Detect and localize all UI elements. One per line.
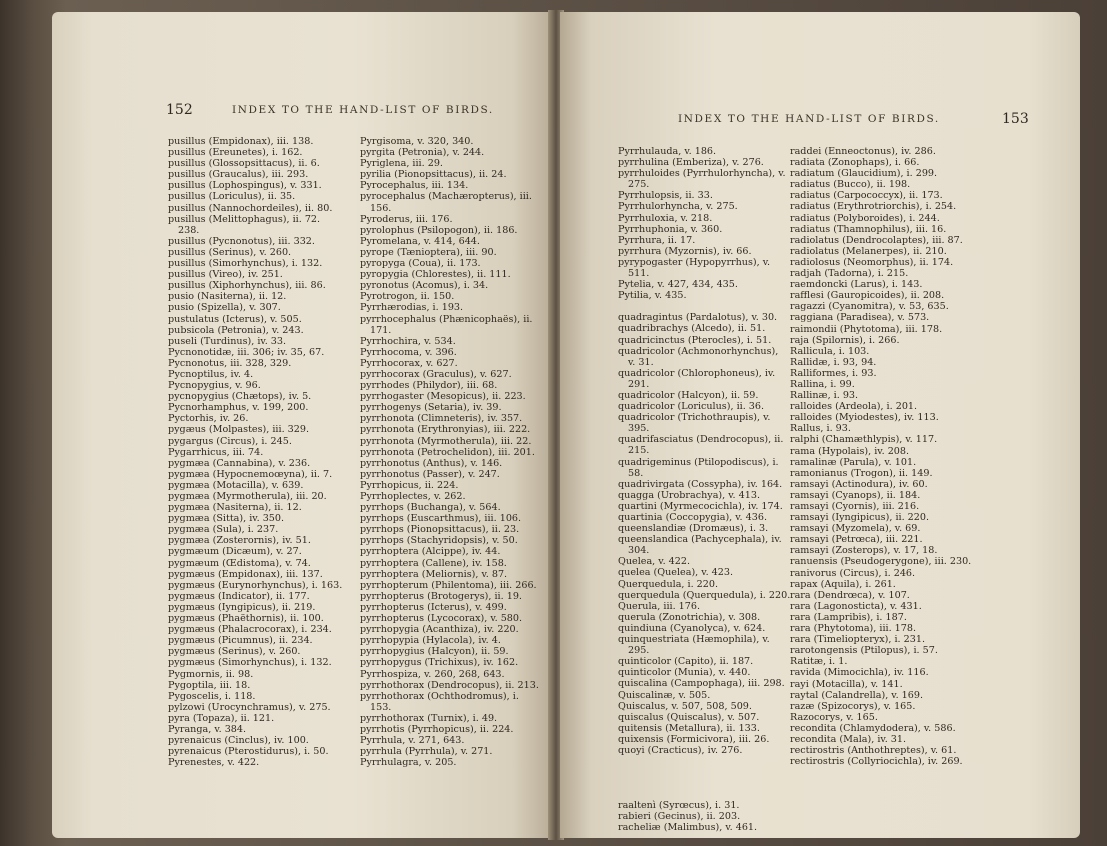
index-entry: pyrenaicus (Pterostidurus), i. 50. xyxy=(168,746,329,758)
index-entry: pusillus (Graucalus), iii. 293. xyxy=(168,169,309,181)
index-entry: radiolatus (Dendrocolaptes), iii. 87. xyxy=(790,234,963,246)
index-column-2 xyxy=(790,146,976,767)
index-entry: quinquestriata (Hæmophila), v. 295. xyxy=(618,634,770,657)
index-entry: pyropygia (Chlorestes), ii. 111. xyxy=(360,269,511,281)
index-entry: pyrrhogaster (Mesopicus), ii. 223. xyxy=(360,391,526,403)
index-entry: pygmæa (Hypocnemoœyna), ii. 7. xyxy=(168,468,333,480)
index-entry: pusillus (Lophospingus), v. 331. xyxy=(168,180,322,192)
index-entry: rabieri (Gecinus), ii. 203. xyxy=(618,811,741,823)
index-entry: quadragintus (Pardalotus), v. 30. xyxy=(618,312,778,324)
index-entry: Pyrrhulauda, v. 186. xyxy=(618,146,717,157)
index-entry: pyrrhoptera (Alcippe), iv. 44. xyxy=(360,546,501,558)
index-entry: Pyrotrogon, ii. 150. xyxy=(360,291,455,303)
index-entry: Pyrrhuphonia, v. 360. xyxy=(618,223,723,235)
index-entry: pyrrhura (Myzornis), iv. 66. xyxy=(618,245,752,257)
index-entry: rarotongensis (Ptilopus), i. 57. xyxy=(790,645,938,657)
index-entry: radiatum (Glaucidium), i. 299. xyxy=(790,168,938,180)
index-entry: radiatus (Polyboroides), i. 244. xyxy=(790,212,940,224)
index-entry: pusillus (Simorhynchus), i. 132. xyxy=(168,258,323,270)
index-entry: recondita (Mala), iv. 31. xyxy=(790,733,907,745)
index-entry: pyrrhonota (Myrmotherula), iii. 22. xyxy=(360,435,532,447)
index-entry: rayi (Motacilla), v. 141. xyxy=(790,678,903,690)
index-entry: Pyctorhis, iv. 26. xyxy=(168,413,249,425)
index-entry: pusillus (Pycnonotus), iii. 332. xyxy=(168,235,315,247)
index-entry: pyrocephalus (Machæropterus), iii. 156. xyxy=(360,191,532,214)
index-entry: pyrrhoptera (Callene), iv. 158. xyxy=(360,557,507,569)
index-entry: pyrrhocorax (Graculus), v. 627. xyxy=(360,368,512,380)
index-entry: Pyromelana, v. 414, 644. xyxy=(360,235,480,247)
index-entry: pusillus (Xiphorhynchus), iii. 86. xyxy=(168,280,326,292)
index-entry: pyrrhonota (Climneteris), iv. 357. xyxy=(360,413,523,425)
index-entry: radiatus (Thamnophilus), iii. 16. xyxy=(790,223,947,235)
index-entry: Pytilia, v. 435. xyxy=(618,290,687,302)
index-entry: pyrrhops (Euscarthmus), iii. 106. xyxy=(360,513,522,525)
index-entry: pyrrhothorax (Ochthodromus), i. 153. xyxy=(360,690,519,713)
left-page xyxy=(52,12,552,838)
index-entry: pusillus (Loriculus), ii. 35. xyxy=(168,191,296,203)
index-entry: rectirostris (Collyriocichla), iv. 269. xyxy=(790,756,963,768)
index-entry: quoyi (Cracticus), iv. 276. xyxy=(618,744,743,756)
index-entry: quitensis (Metallura), ii. 133. xyxy=(618,722,760,734)
index-entry: pusillus (Vireo), iv. 251. xyxy=(168,269,283,281)
index-entry: Querula, iii. 176. xyxy=(618,600,701,612)
index-entry: pygmæus (Phalacrocorax), i. 234. xyxy=(168,624,332,636)
index-entry: raemdoncki (Larus), i. 143. xyxy=(790,279,923,291)
index-entry: pyrrhopterus (Brotogerys), ii. 19. xyxy=(360,590,522,602)
index-entry: pusillus (Serinus), v. 260. xyxy=(168,246,292,258)
index-entry: pyrrhula (Pyrrhula), v. 271. xyxy=(360,746,493,758)
index-entry: recondita (Chlamydodera), v. 586. xyxy=(790,722,956,734)
index-entry: pyrrhulina (Emberiza), v. 276. xyxy=(618,157,764,169)
index-entry: quiscalus (Quiscalus), v. 507. xyxy=(618,711,760,723)
index-entry: pyrrhothorax (Dendrocopus), ii. 213. xyxy=(360,679,539,691)
index-entry: ramsayi (Myzomela), v. 69. xyxy=(790,523,921,535)
index-entry: pygmæa (Sula), i. 237. xyxy=(168,524,279,536)
index-entry: querquedula (Querquedula), i. 220. xyxy=(618,589,791,601)
index-entry: radiata (Zonophaps), i. 66. xyxy=(790,157,920,169)
index-entry: pusio (Nasiterna), ii. 12. xyxy=(168,291,287,303)
index-entry: Pycnonotus, iii. 328, 329. xyxy=(168,357,292,369)
index-entry: pyrrhotis (Pyrrhopicus), ii. 224. xyxy=(360,723,514,735)
index-entry: quinticolor (Munia), v. 440. xyxy=(618,667,751,679)
index-entry: pyrilia (Pionopsittacus), ii. 24. xyxy=(360,169,507,181)
index-entry: pusillus (Ereunetes), i. 162. xyxy=(168,147,303,159)
index-entry: pygmæa (Motacilla), v. 639. xyxy=(168,479,304,491)
index-entry: quadricinctus (Pterocles), i. 51. xyxy=(618,334,772,346)
running-head: INDEX TO THE HAND-LIST OF BIRDS. xyxy=(232,104,494,116)
index-entry: Pyroderus, iii. 176. xyxy=(360,213,453,225)
index-entry: queenslandiæ (Dromæus), i. 3. xyxy=(618,523,769,535)
index-entry: quixensis (Formicivora), iii. 26. xyxy=(618,733,770,745)
index-entry: ralloides (Ardeola), i. 201. xyxy=(790,401,918,413)
index-entry: puseli (Turdinus), iv. 33. xyxy=(168,335,287,347)
index-entry: quadricolor (Trichothraupis), v. 395. xyxy=(618,412,771,435)
index-entry: Pycnonotidæ, iii. 306; iv. 35, 67. xyxy=(168,346,325,358)
index-entry: quelea (Quelea), v. 423. xyxy=(618,567,734,579)
index-entry: Pygoscelis, i. 118. xyxy=(168,690,256,702)
index-entry: pyrrhuloides (Pyrrhulorhyncha), v. 275. xyxy=(618,168,786,191)
index-entry: pygæus (Molpastes), iii. 329. xyxy=(168,424,310,436)
index-entry: ramalinæ (Parula), v. 101. xyxy=(790,456,917,468)
index-entry: Pyrrhuloxia, v. 218. xyxy=(618,212,713,224)
index-entry: pygmæus (Phaëthornis), ii. 100. xyxy=(168,613,324,625)
index-entry: rama (Hypolais), iv. 208. xyxy=(790,445,910,457)
index-entry: Rallidæ, i. 93, 94. xyxy=(790,356,877,368)
index-entry: raimondii (Phytotoma), iii. 178. xyxy=(790,323,943,335)
index-entry: pyrrhopygia (Acanthiza), iv. 220. xyxy=(360,624,519,636)
index-entry: pygmæus (Iyngipicus), ii. 219. xyxy=(168,601,316,613)
index-entry: Rallicula, i. 103. xyxy=(790,345,870,357)
index-column-1 xyxy=(168,136,343,769)
index-entry: quadrifasciatus (Dendrocopus), ii. 215. xyxy=(618,434,784,457)
index-entry: quartini (Myrmecocichla), iv. 174. xyxy=(618,500,783,512)
index-entry: pyrrhonotus (Passer), v. 247. xyxy=(360,468,500,480)
index-entry: Pyrrhocorax, v. 627. xyxy=(360,357,458,369)
index-entry: Rallina, i. 99. xyxy=(790,378,855,390)
index-entry: pyrypogaster (Hypopyrrhus), v. 511. xyxy=(618,256,771,280)
index-entry: radiolosus (Neomorphus), ii. 174. xyxy=(790,256,954,268)
index-entry: Pyrgisoma, v. 320, 340. xyxy=(360,136,474,147)
index-entry: ranuensis (Pseudogerygone), iii. 230. xyxy=(790,556,972,568)
index-entry: pyrrhopygius (Halcyon), ii. 59. xyxy=(360,646,509,658)
index-entry: pycnopygius (Chætops), iv. 5. xyxy=(168,391,312,403)
index-entry: pusillus (Melittophagus), ii. 72. 238. xyxy=(168,213,321,236)
page-number: 153 xyxy=(1002,111,1029,127)
index-entry: ralloides (Myiodestes), iv. 113. xyxy=(790,412,939,424)
index-entry: raytal (Calandrella), v. 169. xyxy=(790,689,924,701)
index-entry: pygmæum (Dicæum), v. 27. xyxy=(168,546,302,558)
index-entry: pygmæus (Serinus), v. 260. xyxy=(168,646,301,658)
index-entry: Pygmornis, ii. 98. xyxy=(168,668,254,680)
index-entry: pygmæus (Indicator), ii. 177. xyxy=(168,590,310,602)
index-entry: radiatus (Carpococcyx), ii. 173. xyxy=(790,190,943,202)
index-entry: raddei (Enneoctonus), iv. 286. xyxy=(790,146,936,157)
index-entry: pusillus (Empidonax), iii. 138. xyxy=(168,136,314,147)
index-entry: quadrigeminus (Ptilopodiscus), i. 58. xyxy=(618,456,779,479)
index-entry: Ralliformes, i. 93. xyxy=(790,367,877,379)
index-entry: Pyrrhærodias, i. 193. xyxy=(360,302,464,314)
index-entry: Pyrrhospiza, v. 260, 268, 643. xyxy=(360,668,505,680)
index-entry: pyrrhothorax (Turnix), i. 49. xyxy=(360,712,498,724)
index-entry: quiscalina (Campophaga), iii. 298. xyxy=(618,678,785,690)
index-entry: ralphi (Chamæthlypis), v. 117. xyxy=(790,434,938,446)
index-entry: pyrrhodes (Philydor), iii. 68. xyxy=(360,380,498,392)
index-entry: quartinia (Coccopygia), v. 436. xyxy=(618,512,768,523)
index-entry: queenslandica (Pachycephala), iv. 304. xyxy=(618,534,782,557)
index-entry: Pycnoptilus, iv. 4. xyxy=(168,368,254,380)
index-entry: radiatus (Bucco), ii. 198. xyxy=(790,179,911,191)
index-entry: pyrrhopterum (Philentoma), iii. 266. xyxy=(360,579,537,591)
index-entry: ramsayi (Zosterops), v. 17, 18. xyxy=(790,545,938,557)
index-entry: Pyrrhopicus, ii. 224. xyxy=(360,479,459,491)
index-entry: pyra (Topaza), ii. 121. xyxy=(168,712,275,724)
index-entry: pyrrhocephalus (Phænicophaës), ii. 171. xyxy=(360,313,533,336)
index-entry: pyrolophus (Psilopogon), ii. 186. xyxy=(360,224,518,236)
index-entry: ramsayi (Iyngipicus), ii. 220. xyxy=(790,512,930,524)
index-entry: Rallus, i. 93. xyxy=(790,423,851,435)
index-column-1 xyxy=(618,146,791,834)
index-entry: ramsayi (Cyornis), iii. 216. xyxy=(790,501,920,512)
index-entry: pylzowi (Urocynchramus), v. 275. xyxy=(168,701,331,713)
index-entry: quagga (Urobrachya), v. 413. xyxy=(618,489,761,501)
index-entry: radiolatus (Melanerpes), ii. 210. xyxy=(790,245,947,257)
index-entry: Pygoptila, iii. 18. xyxy=(168,679,251,691)
index-entry: Pyrrhocoma, v. 396. xyxy=(360,346,457,358)
index-entry: razæ (Spizocorys), v. 165. xyxy=(790,700,916,712)
index-entry: pygmæus (Empidonax), iii. 137. xyxy=(168,568,323,580)
index-entry: Pycnopygius, v. 96. xyxy=(168,380,261,392)
running-head: INDEX TO THE HAND-LIST OF BIRDS. xyxy=(678,113,940,125)
index-entry: Pyrrhulagra, v. 205. xyxy=(360,757,457,769)
index-entry: pusillus (Nannochordeiles), ii. 80. xyxy=(168,202,333,214)
index-entry: pygmæa (Myrmotherula), iii. 20. xyxy=(168,491,327,502)
index-entry: Rallinæ, i. 93. xyxy=(790,390,859,402)
index-entry: Quelea, v. 422. xyxy=(618,556,691,568)
index-entry: pygmæum (Œdistoma), v. 74. xyxy=(168,557,311,569)
index-entry: pygmæa (Cannabina), v. 236. xyxy=(168,457,311,469)
index-entry: pyrrhonota (Erythronyias), iii. 222. xyxy=(360,424,531,436)
index-entry: quindiuna (Cyanolyca), v. 624. xyxy=(618,622,766,634)
index-entry: raaltenì (Syrœcus), i. 31. xyxy=(618,800,740,812)
index-entry: raggiana (Paradisea), v. 573. xyxy=(790,312,930,324)
index-entry: pygmæa (Nasiterna), ii. 12. xyxy=(168,502,302,514)
index-entry: Razocorys, v. 165. xyxy=(790,711,878,723)
index-entry: pyrrhogenys (Setaria), iv. 39. xyxy=(360,402,502,414)
index-entry: rafflesi (Gauropicoides), ii. 208. xyxy=(790,290,945,302)
index-entry: quinticolor (Capito), ii. 187. xyxy=(618,656,754,668)
index-entry: pygmæus (Eurynorhynchus), i. 163. xyxy=(168,579,343,591)
index-entry: rara (Lampribis), i. 187. xyxy=(790,611,907,623)
index-entry: Pyrrhula, v. 271, 643. xyxy=(360,735,465,747)
index-entry: pygmæa (Zosterornis), iv. 51. xyxy=(168,535,311,547)
index-entry: rara (Timeliopteryx), i. 231. xyxy=(790,634,926,646)
index-entry: rapax (Aquila), i. 261. xyxy=(790,578,896,590)
index-entry: Pytelia, v. 427, 434, 435. xyxy=(618,279,738,291)
index-entry: pyrope (Tænioptera), iii. 90. xyxy=(360,246,497,258)
index-entry: pyrenaicus (Cinclus), iv. 100. xyxy=(168,735,309,747)
index-entry: pyronotus (Acomus), i. 34. xyxy=(360,280,489,292)
index-entry: pygmæus (Simorhynchus), i. 132. xyxy=(168,657,332,669)
index-entry: Pyrrhochira, v. 534. xyxy=(360,335,456,347)
index-entry: Pyranga, v. 384. xyxy=(168,723,247,735)
index-entry: pyrrhopygus (Trichixus), iv. 162. xyxy=(360,657,519,669)
index-entry: racheliæ (Malimbus), v. 461. xyxy=(618,822,758,834)
index-entry: Pyrenestes, v. 422. xyxy=(168,757,260,769)
index-entry: Pyrocephalus, iii. 134. xyxy=(360,180,469,192)
index-entry: Pyrrhulorhyncha, v. 275. xyxy=(618,201,738,213)
index-entry: Quiscalus, v. 507, 508, 509. xyxy=(618,700,752,712)
index-entry: Pyrrhulopsis, ii. 33. xyxy=(618,190,713,202)
index-entry: pyrrhonota (Petrochelidon), iii. 201. xyxy=(360,446,535,458)
index-entry: quadricolor (Loriculus), ii. 36. xyxy=(618,401,765,413)
index-entry: quadribrachys (Alcedo), ii. 51. xyxy=(618,323,766,335)
index-entry: pusio (Spizella), v. 307. xyxy=(168,302,281,314)
index-entry: pyrrhops (Stachyridopsis), v. 50. xyxy=(360,535,518,547)
index-entry: Pygarrhicus, iii. 74. xyxy=(168,446,264,458)
index-entry: querula (Zonotrichia), v. 308. xyxy=(618,611,761,623)
section-gap xyxy=(618,756,786,800)
index-entry: rara (Dendrœca), v. 107. xyxy=(790,589,910,601)
index-entry: radjah (Tadorna), i. 215. xyxy=(790,268,909,280)
index-entry: quadricolor (Achmonorhynchus), v. 31. xyxy=(618,345,779,368)
section-gap xyxy=(618,301,786,312)
index-entry: quadrivirgata (Cossypha), iv. 164. xyxy=(618,478,783,490)
index-entry: pyrrhoptera (Meliornis), v. 87. xyxy=(360,568,508,580)
index-entry: rara (Lagonosticta), v. 431. xyxy=(790,600,922,612)
index-entry: ramsayi (Cyanops), ii. 184. xyxy=(790,489,921,501)
index-entry: Quiscalinæ, v. 505. xyxy=(618,689,711,701)
index-entry: ramsayi (Petrœca), iii. 221. xyxy=(790,534,923,546)
page-number: 152 xyxy=(166,102,193,118)
index-entry: pyrrhopterus (Icterus), v. 499. xyxy=(360,601,507,613)
index-entry: radiatus (Erythrotriorchis), i. 254. xyxy=(790,201,957,213)
index-entry: Ratitæ, i. 1. xyxy=(790,656,848,668)
index-entry: ranivorus (Circus), i. 246. xyxy=(790,567,916,579)
index-entry: pyropyga (Coua), ii. 173. xyxy=(360,258,481,270)
index-entry: Querquedula, i. 220. xyxy=(618,578,719,590)
index-entry: pusillus (Glossopsittacus), ii. 6. xyxy=(168,158,320,170)
index-entry: Pycnorhamphus, v. 199, 200. xyxy=(168,402,309,414)
index-entry: ramonianus (Trogon), ii. 149. xyxy=(790,467,933,479)
index-entry: pyrrhops (Buchanga), v. 564. xyxy=(360,502,501,514)
index-entry: Pyrrhura, ii. 17. xyxy=(618,234,696,246)
index-entry: ragazzi (Cyanomitra), v. 53, 635. xyxy=(790,301,949,313)
index-entry: pygargus (Circus), i. 245. xyxy=(168,435,292,447)
index-entry: ramsayi (Actinodura), iv. 60. xyxy=(790,478,928,490)
index-entry: pyrgita (Petronia), v. 244. xyxy=(360,147,485,159)
index-entry: quadricolor (Halcyon), ii. 59. xyxy=(618,389,759,401)
index-entry: pyrrhopterus (Lycocorax), v. 580. xyxy=(360,613,523,625)
right-page xyxy=(560,12,1080,838)
index-entry: Pyrrhoplectes, v. 262. xyxy=(360,491,466,502)
index-entry: raja (Spilornis), i. 266. xyxy=(790,334,900,346)
index-entry: pygmæa (Sitta), iv. 350. xyxy=(168,513,285,525)
index-entry: rectirostris (Anthothreptes), v. 61. xyxy=(790,745,957,757)
index-entry: pyrrhops (Pionopsittacus), ii. 23. xyxy=(360,524,520,536)
index-entry: ravida (Mimocichla), iv. 116. xyxy=(790,667,929,679)
index-entry: rara (Phytotoma), iii. 178. xyxy=(790,623,917,635)
index-entry: Pyriglena, iii. 29. xyxy=(360,158,443,170)
index-entry: pygmæus (Picumnus), ii. 234. xyxy=(168,635,313,647)
index-entry: pustulatus (Icterus), v. 505. xyxy=(168,313,302,325)
index-entry: quadricolor (Chlorophoneus), iv. 291. xyxy=(618,367,776,390)
index-entry: pyrrhopypia (Hylacola), iv. 4. xyxy=(360,635,501,647)
index-entry: pyrrhonotus (Anthus), v. 146. xyxy=(360,457,503,469)
index-column-2 xyxy=(360,136,540,768)
index-entry: pubsicola (Petronia), v. 243. xyxy=(168,324,304,336)
